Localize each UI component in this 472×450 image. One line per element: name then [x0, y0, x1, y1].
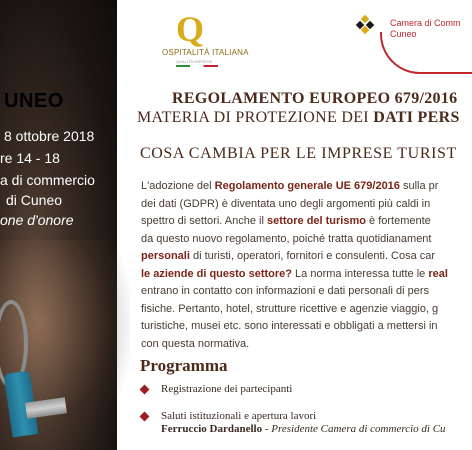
event-venue-line1: a di commercio: [0, 172, 95, 188]
italian-flag-stripe: [176, 65, 218, 67]
para-line: turistiche, musei etc. sono interessati e obbligati a mettersi in: [141, 320, 438, 332]
camera-logo-line1: Camera di Comm: [390, 18, 461, 28]
camera-logo-icon: [356, 16, 374, 34]
event-photo-panel: [0, 0, 117, 450]
page-subtitle: COSA CAMBIA PER LE IMPRESE TURIST: [140, 145, 457, 162]
para-line: da questo nuovo regolamento, poiché tratta quotidianament: [141, 232, 432, 245]
ospitalita-logo-tagline: QUALITÀ IMPRESE: [176, 59, 213, 64]
title-line2-text: MATERIA DI PROTEZIONE DEI: [137, 109, 374, 126]
ospitalita-logo-text: OSPITALITÀ ITALIANA: [162, 48, 249, 57]
programma-item-label: Registrazione dei partecipanti: [161, 383, 293, 395]
event-date: 8 ottobre 2018: [4, 128, 95, 144]
speaker-role: - Presidente Camera di commercio di Cu: [262, 423, 446, 435]
speaker-name: Ferruccio Dardanello: [161, 423, 263, 435]
camera-logo-text: [390, 18, 461, 40]
diamond-bullet-icon: [140, 412, 150, 422]
intro-paragraph: [141, 178, 471, 353]
page-title-line2: [137, 109, 460, 127]
camera-logo-line2: Cuneo: [390, 29, 417, 39]
para-line: entrano in contatto con informazioni e dati personali di pers: [141, 285, 430, 297]
para-line: fisiche. Pertanto, hotel, strutture ricettive e agenzie viaggio, g: [141, 302, 439, 315]
para-line: dei dati (GDPR) è diventata uno degli argomenti più caldi in: [141, 197, 431, 210]
programma-speaker: [161, 423, 446, 435]
page-title-line1: REGOLAMENTO EUROPEO 679/2016: [172, 90, 458, 107]
event-room: one d'onore: [0, 212, 74, 228]
para-line: spettro di settori. Anche il settore del turismo è fortemente: [141, 215, 431, 227]
event-city: UNEO: [4, 90, 64, 112]
para-line: personali di turisti, operatori, fornitori e consulenti. Cosa car: [141, 250, 436, 262]
camera-commercio-logo: [352, 14, 462, 62]
event-time: re 14 - 18: [0, 150, 60, 166]
diamond-bullet-icon: [140, 385, 150, 395]
para-line: le aziende di questo settore? La norma interessa tutte le real: [141, 267, 448, 280]
programma-item-label: Saluti istituzionali e apertura lavori: [161, 410, 317, 422]
ospitalita-italiana-logo: [162, 8, 249, 68]
event-venue-line2: di Cuneo: [6, 192, 63, 208]
para-line: L'adozione del Regolamento generale UE 679/2016 sulla pr: [141, 180, 439, 192]
q-logo-letter: Q: [176, 9, 205, 49]
programma-heading: Programma: [140, 356, 228, 375]
title-line2-bold: DATI PERS: [373, 109, 460, 126]
para-line: con questa normativa.: [141, 337, 250, 350]
